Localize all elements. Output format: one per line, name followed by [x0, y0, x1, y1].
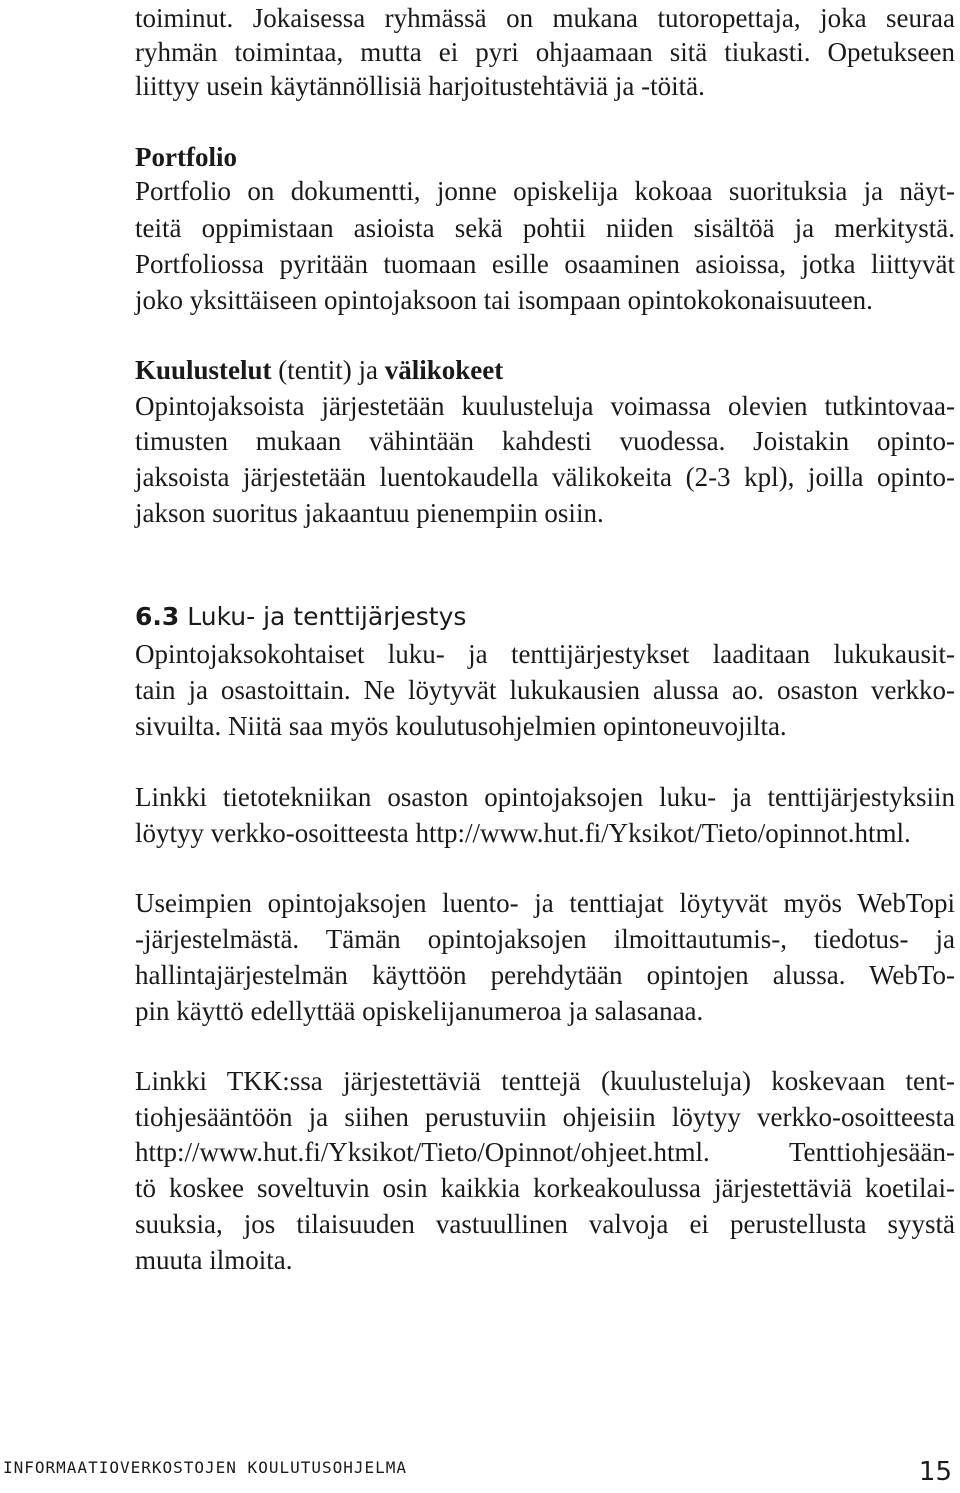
intro-line-1: toiminut. Jokaisessa ryhmässä on mukana tutoropettaja, joka seuraa — [135, 3, 955, 33]
section-para3-line-4: pin käyttö edellyttää opiskelijanumeroa ja salasanaa. — [135, 996, 704, 1026]
section-title: Luku- ja tenttijärjestys — [179, 602, 467, 631]
section-para4-line-4: tö koskee soveltuvin osin kaikkia korkeakoulussa järjestettäviä koetilai- — [135, 1173, 955, 1203]
intro-line-2: ryhmän toimintaa, mutta ei pyri ohjaamaan sitä tiukasti. Opetukseen — [135, 37, 955, 67]
section-para1-line-1: Opintojaksokohtaiset luku- ja tenttijärjestykset laaditaan lukukausit- — [135, 639, 955, 669]
section-para1-line-2: tain ja osastoittain. Ne löytyvät lukukausien alussa ao. osaston verkko- — [135, 675, 955, 705]
section-para3-line-1: Useimpien opintojaksojen luento- ja tenttiajat löytyvät myös WebTopi — [135, 888, 955, 918]
exams-line-2: timusten mukaan vähintään kahdesti vuodessa. Joistakin opinto- — [135, 426, 955, 456]
section-para4-line-1: Linkki TKK:ssa järjestettäviä tenttejä (kuulusteluja) koskevaan tent- — [135, 1066, 955, 1096]
section-para1-line-3: sivuilta. Niitä saa myös koulutusohjelmien opintoneuvojilta. — [135, 711, 787, 741]
section-para4-line-6: muuta ilmoita. — [135, 1245, 293, 1275]
portfolio-line-3: Portfoliossa pyritään tuomaan esille osaaminen asioissa, jotka liittyvät — [135, 249, 955, 279]
portfolio-line-1: Portfolio on dokumentti, jonne opiskelija kokoaa suorituksia ja näyt- — [135, 176, 955, 206]
section-para4-line-5: suuksia, jos tilaisuuden vastuullinen valvoja ei perustellusta syystä — [135, 1209, 955, 1239]
portfolio-heading: Portfolio — [135, 142, 237, 172]
exams-heading — [135, 352, 955, 388]
section-number: 6.3 — [135, 602, 180, 631]
exams-heading-connector: (tentit) ja — [271, 355, 385, 385]
section-para3-line-3: hallintajärjestelmän käyttöön perehdytään opintojen alussa. WebTo- — [135, 960, 955, 990]
portfolio-line-2: teitä oppimistaan asioista sekä pohtii niiden sisältöä ja merkitystä. — [135, 213, 955, 243]
section-para3-line-2: -järjestelmästä. Tämän opintojaksojen ilmoittautumis-, tiedotus- ja — [135, 924, 955, 954]
page-number: 15 — [918, 1457, 952, 1487]
portfolio-line-4: joko yksittäiseen opintojaksoon tai isompaan opintokokonaisuuteen. — [135, 285, 873, 315]
exams-line-3: jaksoista järjestetään luentokaudella välikokeita (2-3 kpl), joilla opinto- — [135, 462, 955, 492]
exams-line-4: jakson suoritus jakaantuu pienempiin osiin. — [135, 498, 604, 528]
footer-publication-name: INFORMAATIOVERKOSTOJEN KOULUTUSOHJELMA — [3, 1458, 408, 1477]
exams-line-1: Opintojaksoista järjestetään kuulusteluja voimassa olevien tutkintovaa- — [135, 391, 955, 421]
intro-line-3: liittyy usein käytännöllisiä harjoitustehtäviä ja -töitä. — [135, 71, 705, 101]
section-para4-line-2: tiohjesääntöön ja siihen perustuviin ohjeisiin löytyy verkko-osoitteesta — [135, 1102, 955, 1132]
section-para4-line-3: http://www.hut.fi/Yksikot/Tieto/Opinnot/ohjeet.html. Tenttiohjesään- — [135, 1137, 955, 1167]
section-para2-line-1: Linkki tietotekniikan osaston opintojaksojen luku- ja tenttijärjestyksiin — [135, 782, 955, 812]
section-para2-line-2: löytyy verkko-osoitteesta http://www.hut.fi/Yksikot/Tieto/opinnot.html. — [135, 818, 911, 848]
section-heading — [135, 599, 466, 635]
exams-heading-term-2: välikokeet — [384, 355, 504, 385]
exams-heading-term-1: Kuulustelut — [135, 355, 272, 385]
